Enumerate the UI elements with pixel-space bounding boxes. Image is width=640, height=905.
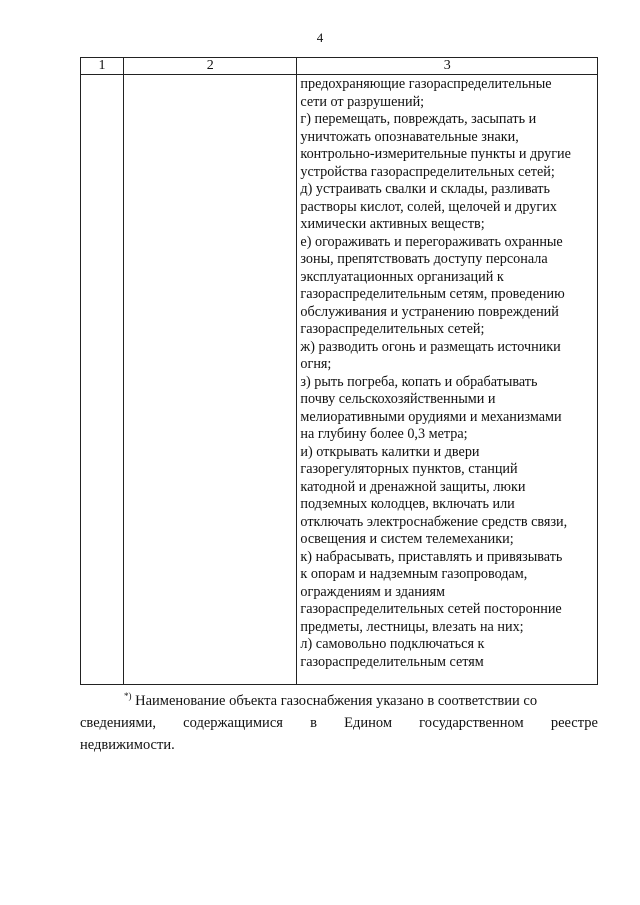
table-cell-line: на глубину более 0,3 метра; bbox=[300, 426, 468, 442]
table-cell-line: предохраняющие газораспределительные bbox=[300, 76, 552, 92]
table-cell-line: зоны, препятствовать доступу персонала bbox=[300, 251, 548, 267]
column-header-2: 2 bbox=[124, 58, 297, 75]
column-header-1: 1 bbox=[81, 58, 124, 75]
restrictions-text bbox=[297, 75, 597, 671]
footnote-word: содержащимися bbox=[183, 715, 283, 731]
table-cell-line: газораспределительных сетей посторонние bbox=[300, 601, 562, 617]
table-cell-line: освещения и систем телемеханики; bbox=[300, 531, 514, 547]
table-cell-line: л) самовольно подключаться к bbox=[300, 636, 485, 652]
table-cell-line: контрольно-измерительные пункты и другие bbox=[300, 146, 571, 162]
table-cell-line: ж) разводить огонь и размещать источники bbox=[300, 338, 561, 355]
table-cell-line: катодной и дренажной защиты, люки bbox=[300, 478, 526, 495]
table-cell-line: предметы, лестницы, влезать на них; bbox=[300, 618, 524, 635]
table-cell-line: обслуживания и устранению повреждений bbox=[300, 303, 559, 320]
table-cell-line: химически активных веществ; bbox=[300, 216, 485, 232]
table-cell-line: эксплуатационных организаций к bbox=[300, 268, 504, 285]
table-cell-line: е) огораживать и перегораживать охранные bbox=[300, 233, 563, 250]
footnote-word: Едином bbox=[344, 715, 393, 731]
footnote-word: в bbox=[310, 715, 317, 731]
table-cell-line: газораспределительным сетям bbox=[300, 653, 484, 670]
table-cell-line: газораспределительных сетей; bbox=[300, 321, 485, 337]
table-header-row bbox=[81, 58, 598, 75]
footnote bbox=[80, 690, 598, 756]
table-cell-line: растворы кислот, солей, щелочей и других bbox=[300, 198, 557, 215]
table-cell-col1 bbox=[81, 75, 124, 685]
table-cell-line: устройства газораспределительных сетей; bbox=[300, 163, 555, 180]
table-cell-line: газораспределительным сетям, проведению bbox=[300, 286, 565, 302]
footnote-line-1-text: Наименование объекта газоснабжения указано в соответствии со bbox=[135, 693, 538, 709]
table-cell-col2 bbox=[124, 75, 297, 685]
table-cell-line: газорегуляторных пунктов, станций bbox=[300, 461, 518, 477]
footnote-line-2 bbox=[80, 712, 598, 734]
table-cell-line: и) открывать калитки и двери bbox=[300, 443, 480, 460]
table-cell-line: подземных колодцев, включать или bbox=[300, 496, 515, 512]
table-cell-line: мелиоративными орудиями и механизмами bbox=[300, 408, 562, 425]
page-number: 4 bbox=[316, 30, 324, 45]
table-cell-line: огня; bbox=[300, 356, 332, 372]
table-cell-line: к опорам и надземным газопроводам, bbox=[300, 566, 528, 582]
table-cell-line: уничтожать опознавательные знаки, bbox=[300, 128, 519, 145]
footnote-word: сведениями, bbox=[80, 715, 157, 731]
table-cell-line: к) набрасывать, приставлять и привязывать bbox=[300, 548, 563, 565]
table-cell-line: г) перемещать, повреждать, засыпать и bbox=[300, 111, 537, 127]
table-cell-col3 bbox=[297, 75, 598, 685]
column-header-3: 3 bbox=[297, 58, 598, 75]
footnote-line-1 bbox=[80, 690, 598, 712]
footnote-line-3: недвижимости. bbox=[80, 737, 175, 753]
footnote-marker: *) bbox=[124, 691, 132, 702]
footnote-word: реестре bbox=[550, 715, 598, 731]
table-cell-line: отключать электроснабжение средств связи, bbox=[300, 513, 568, 530]
table-cell-line: сети от разрушений; bbox=[300, 93, 425, 110]
table-row bbox=[81, 75, 598, 685]
table-cell-line: почву сельскохозяйственными и bbox=[300, 391, 496, 407]
table-cell-line: з) рыть погреба, копать и обрабатывать bbox=[300, 373, 538, 390]
footnote-word: государственном bbox=[419, 715, 524, 731]
table-cell-line: ограждениям и зданиям bbox=[300, 583, 445, 600]
document-table bbox=[80, 57, 598, 685]
table-cell-line: д) устраивать свалки и склады, разливать bbox=[300, 181, 550, 197]
